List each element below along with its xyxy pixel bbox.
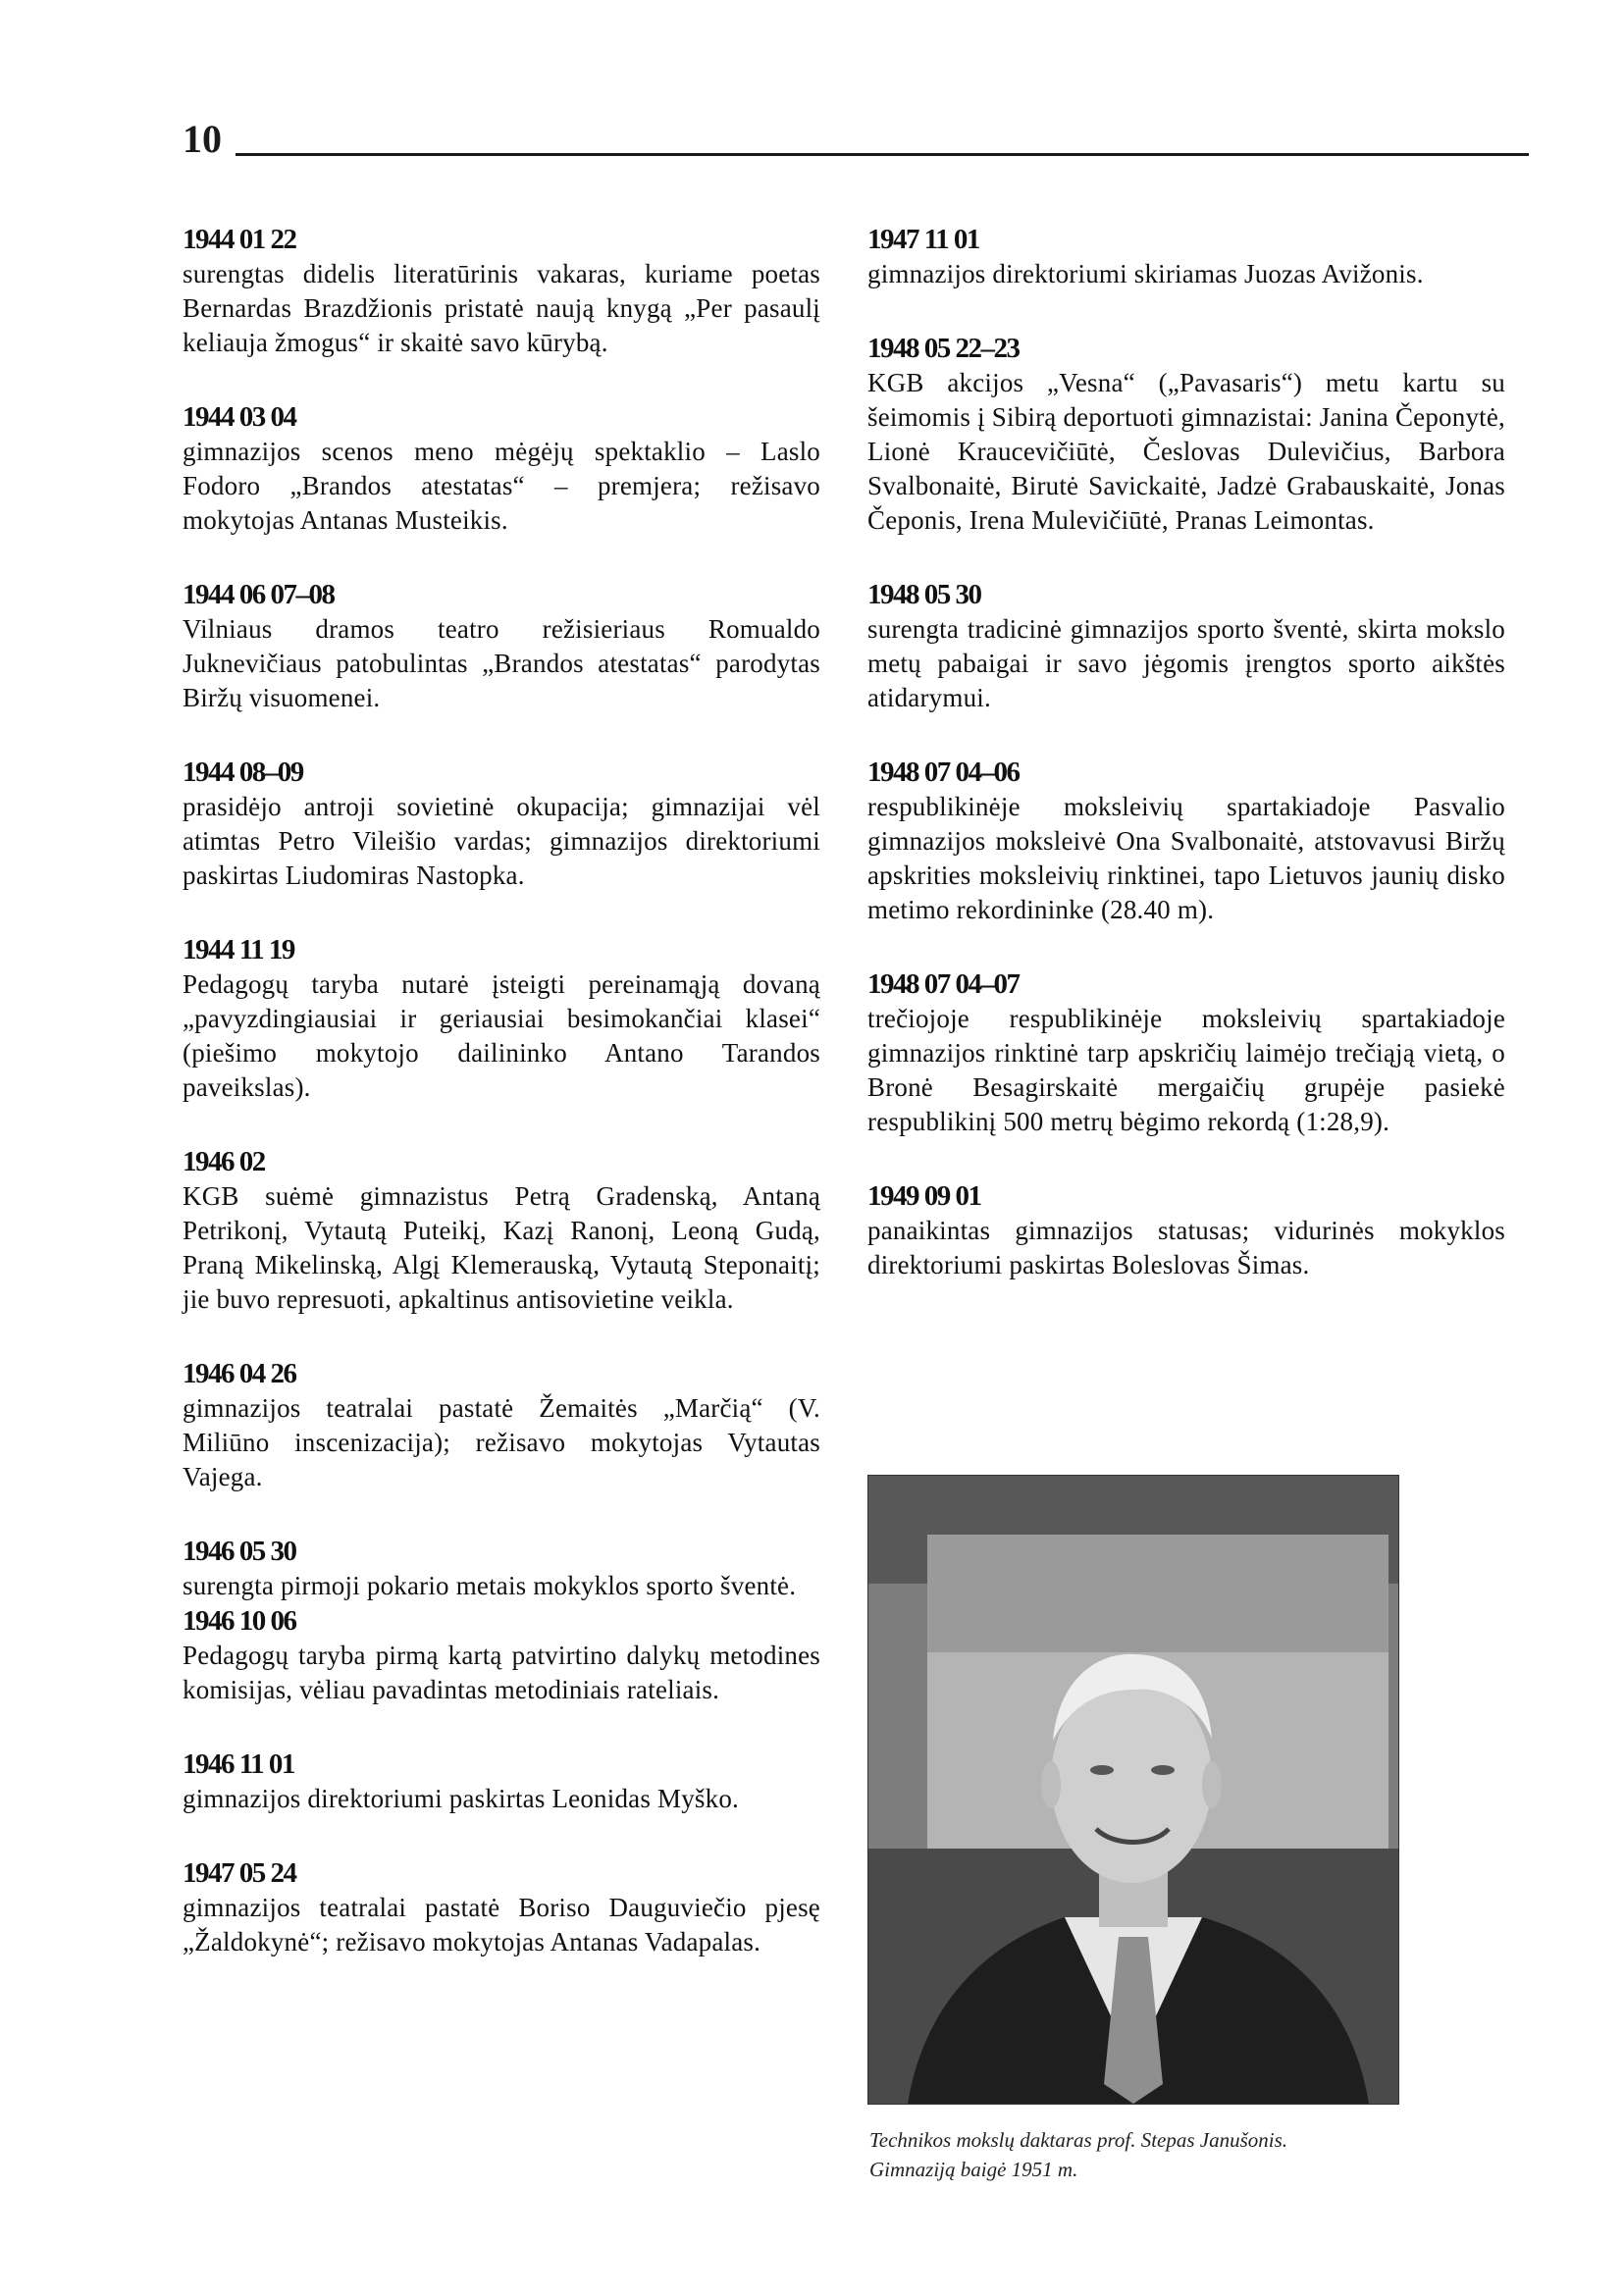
entry-text: respublikinėje moksleivių spartakiadoje Pasvalio gimnazijos moksleivė Ona Svalbonaitė, atstovavusi Biržų apskrities moksleivių rinktinei, tapo Lietuvos jaunių disko metimo rekordininke (28.40 m). [867, 792, 1505, 924]
chronology-entry [183, 1534, 820, 1603]
chronology-entry [183, 222, 820, 360]
chronology-entry [183, 1356, 820, 1494]
chronology-entry [183, 932, 820, 1105]
chronology-entry [867, 966, 1505, 1139]
entry-text: Vilniaus dramos teatro režisieriaus Romualdo Juknevičiaus patobulintas „Brandos atestatas“ parodytas Biržų visuomenei. [183, 614, 820, 712]
caption-line: Gimnaziją baigė 1951 m. [869, 2158, 1078, 2181]
entry-date: 1946 02 [183, 1146, 265, 1177]
chronology-entry [867, 222, 1505, 291]
chronology-entry [867, 577, 1505, 715]
left-column [183, 222, 820, 1999]
entry-date: 1944 06 07–08 [183, 579, 335, 610]
page-number: 10 [183, 117, 222, 161]
entry-date: 1946 11 01 [183, 1748, 294, 1780]
entry-text: gimnazijos direktoriumi paskirtas Leonidas Myško. [183, 1784, 739, 1813]
entry-text: panaikintas gimnazijos statusas; vidurinės mokyklos direktoriumi paskirtas Boleslovas Šimas. [867, 1216, 1505, 1279]
entry-date: 1946 05 30 [183, 1536, 296, 1567]
entry-date: 1947 05 24 [183, 1857, 296, 1889]
entry-text: KGB akcijos „Vesna“ („Pavasaris“) metu kartu su šeimomis į Sibirą deportuoti gimnazistai: Janina Čeponytė, Lionė Kraucevičiūtė, Česlovas Dulevičius, Barbora Svalbonaitė, Birutė Savickaitė, Jadzė Grabauskaitė, Jonas Čeponis, Irena Mulevičiūtė, Pranas Leimontas. [867, 368, 1505, 535]
entry-text: Pedagogų taryba nutarė įsteigti pereinamąją dovaną „pavyzdingiausiai ir geriausiai besimokančiai klasei“ (piešimo mokytojo dailininko Antano Tarandos paveikslas). [183, 969, 820, 1102]
chronology-entry [183, 1603, 820, 1707]
chronology-entry [867, 755, 1505, 927]
chronology-entry [183, 755, 820, 893]
chronology-entry [183, 1144, 820, 1317]
entry-text: surengta tradicinė gimnazijos sporto šventė, skirta mokslo metų pabaigai ir savo jėgomis įrengtos sporto aikštės atidarymui. [867, 614, 1505, 712]
entry-text: gimnazijos scenos meno mėgėjų spektaklio – Laslo Fodoro „Brandos atestatas“ – premjera; režisavo mokytojas Antanas Musteikis. [183, 437, 820, 535]
entry-date: 1944 08–09 [183, 756, 303, 788]
entry-text: gimnazijos direktoriumi skiriamas Juozas Avižonis. [867, 259, 1424, 288]
entry-text: gimnazijos teatralai pastatė Boriso Dauguviečio pjesę „Žaldokynė“; režisavo mokytojas Antanas Vadapalas. [183, 1893, 820, 1956]
entry-date: 1948 05 30 [867, 579, 981, 610]
entry-date: 1946 10 06 [183, 1605, 296, 1637]
chronology-entry [183, 1855, 820, 1959]
entry-date: 1948 05 22–23 [867, 333, 1020, 364]
portrait-illustration [868, 1476, 1398, 2104]
entry-text: surengtas didelis literatūrinis vakaras, kuriame poetas Bernardas Brazdžionis pristatė naują knygą „Per pasaulį keliauja žmogus“ ir skaitė savo kūrybą. [183, 259, 820, 357]
entry-date: 1947 11 01 [867, 224, 979, 255]
caption-line: Technikos mokslų daktaras prof. Stepas Janušonis. [869, 2128, 1288, 2152]
entry-text: gimnazijos teatralai pastatė Žemaitės „Marčią“ (V. Miliūno inscenizacija); režisavo mokytojas Vytautas Vajega. [183, 1393, 820, 1491]
chronology-entry [183, 577, 820, 715]
entry-text: KGB suėmė gimnazistus Petrą Gradenską, Antaną Petrikonį, Vytautą Puteikį, Kazį Ranonį, Leoną Gudą, Praną Mikelinską, Algį Klemerauską, Vytautą Steponaitį; jie buvo represuoti, apkaltinus antisovietine veikla. [183, 1181, 820, 1314]
chronology-entry [183, 399, 820, 538]
entry-text: prasidėjo antroji sovietinė okupacija; gimnazijai vėl atimtas Petro Vileišio vardas; gimnazijos direktoriumi paskirtas Liudomiras Nastopka. [183, 792, 820, 890]
entry-date: 1944 03 04 [183, 401, 296, 433]
entry-text: trečiojoje respublikinėje moksleivių spartakiadoje gimnazijos rinktinė tarp apskričių laimėjo trečiąją vietą, o Bronė Besagirskaitė mergaičių grupėje pasiekė respublikinį 500 metrų bėgimo rekordą (1:28,9). [867, 1004, 1505, 1136]
photo-caption [869, 2125, 1419, 2184]
header-rule [236, 153, 1529, 156]
portrait-photo [867, 1475, 1399, 2105]
entry-date: 1948 07 04–07 [867, 968, 1020, 1000]
chronology-entry [867, 1178, 1505, 1282]
entry-date: 1949 09 01 [867, 1180, 981, 1212]
entry-date: 1948 07 04–06 [867, 756, 1020, 788]
entry-date: 1946 04 26 [183, 1358, 296, 1389]
entry-text: Pedagogų taryba pirmą kartą patvirtino dalykų metodines komisijas, vėliau pavadintas metodiniais rateliais. [183, 1641, 820, 1704]
right-column [867, 222, 1505, 1322]
chronology-entry [867, 331, 1505, 538]
entry-date: 1944 11 19 [183, 934, 294, 965]
entry-date: 1944 01 22 [183, 224, 296, 255]
chronology-entry [183, 1747, 820, 1816]
entry-text: surengta pirmoji pokario metais mokyklos sporto šventė. [183, 1571, 797, 1600]
